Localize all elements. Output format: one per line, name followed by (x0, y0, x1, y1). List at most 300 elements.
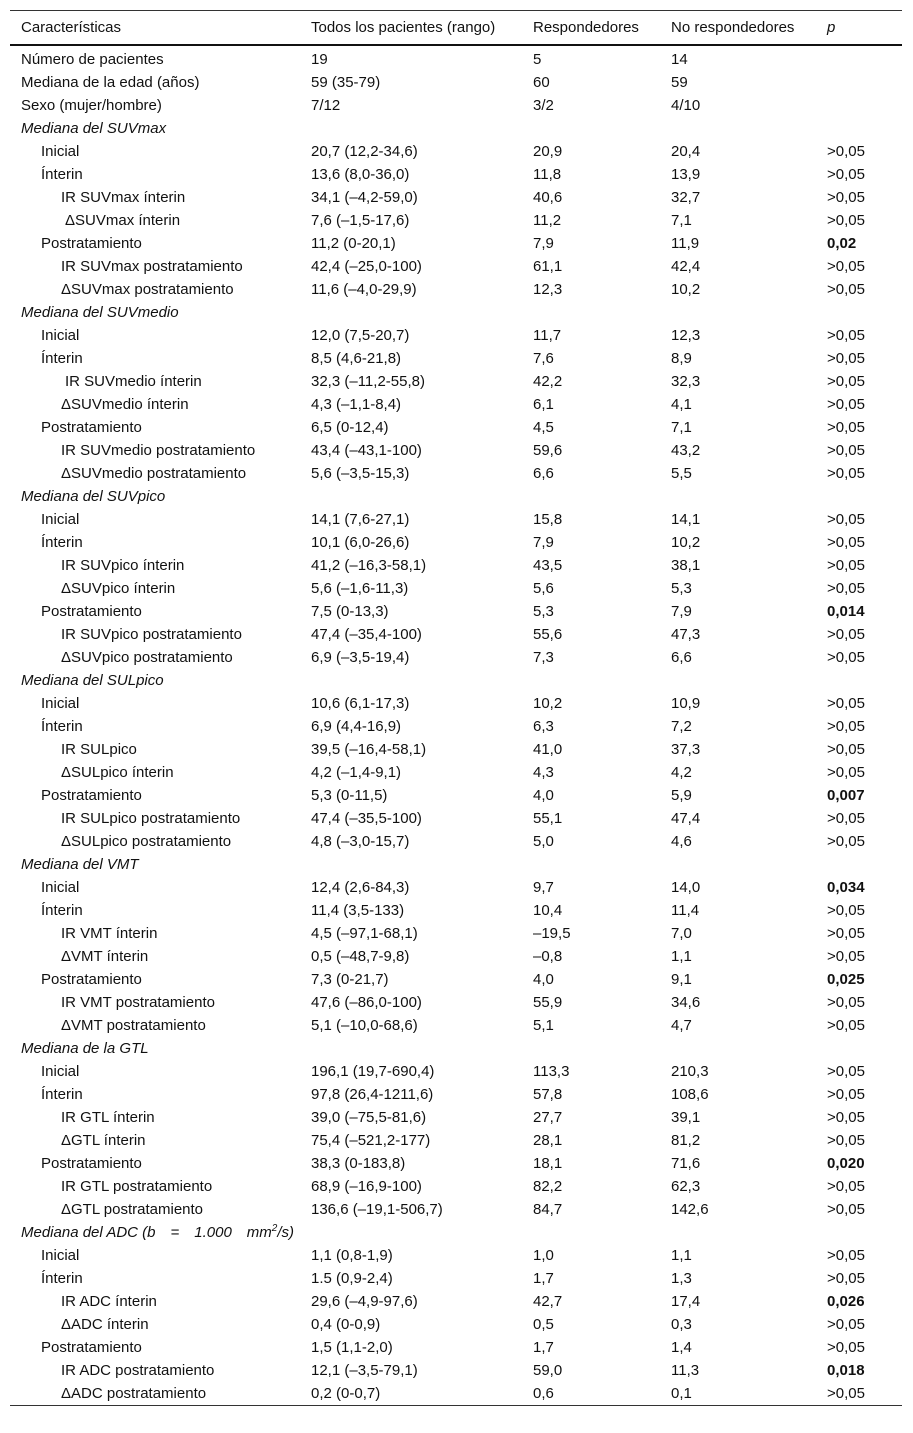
cell-all-patients: 14,1 (7,6-27,1) (311, 511, 410, 528)
cell-responders: –0,8 (533, 948, 563, 965)
cell-responders: 61,1 (533, 258, 563, 275)
table-row (10, 1359, 902, 1382)
cell-all-patients: 7,3 (0-21,7) (311, 971, 389, 988)
cell-characteristic: Postratamiento (41, 419, 142, 436)
cell-p-value: >0,05 (827, 833, 865, 850)
cell-p-value: >0,05 (827, 281, 865, 298)
cell-non-responders: 4/10 (671, 97, 701, 114)
table-row (10, 347, 902, 370)
header-non-responders: No respondedores (671, 19, 795, 36)
table-row (10, 94, 902, 117)
cell-responders: 55,6 (533, 626, 563, 643)
cell-responders: 15,8 (533, 511, 563, 528)
cell-characteristic: IR VMT ínterin (61, 925, 158, 942)
table-row (10, 945, 902, 968)
header-characteristics: Características (21, 19, 122, 36)
table-row (10, 1014, 902, 1037)
table-row (10, 784, 902, 807)
table-row (10, 1313, 902, 1336)
cell-non-responders: 42,4 (671, 258, 701, 275)
section-header-row (10, 669, 902, 692)
table-row (10, 416, 902, 439)
cell-characteristic: Ínterin (41, 166, 83, 183)
cell-responders: 43,5 (533, 557, 563, 574)
cell-characteristic: Postratamiento (41, 603, 142, 620)
cell-characteristic: Postratamiento (41, 1155, 142, 1172)
cell-characteristic: IR SUVmax ínterin (61, 189, 186, 206)
cell-all-patients: 12,4 (2,6-84,3) (311, 879, 410, 896)
table-row (10, 1129, 902, 1152)
cell-p-value: 0,026 (827, 1293, 865, 1310)
cell-non-responders: 11,3 (671, 1362, 700, 1379)
cell-all-patients: 42,4 (–25,0-100) (311, 258, 422, 275)
cell-p-value: 0,025 (827, 971, 865, 988)
table-row (10, 1083, 902, 1106)
table-row (10, 255, 902, 278)
table-row (10, 623, 902, 646)
cell-p-value: >0,05 (827, 695, 865, 712)
cell-all-patients: 12,1 (–3,5-79,1) (311, 1362, 418, 1379)
table-row (10, 278, 902, 301)
table-row (10, 738, 902, 761)
cell-non-responders: 34,6 (671, 994, 701, 1011)
cell-responders: 59,0 (533, 1362, 563, 1379)
cell-characteristic: ΔVMT ínterin (61, 948, 149, 965)
cell-characteristic: Inicial (41, 327, 80, 344)
cell-responders: 5,0 (533, 833, 554, 850)
header-row (10, 11, 902, 46)
cell-non-responders: 10,9 (671, 695, 701, 712)
section-title-text: Mediana del SUVmedio (21, 304, 179, 321)
cell-all-patients: 5,1 (–10,0-68,6) (311, 1017, 418, 1034)
cell-all-patients: 5,6 (–1,6-11,3) (311, 580, 409, 597)
cell-non-responders: 14,0 (671, 879, 701, 896)
superscript: 2 (271, 1223, 278, 1234)
cell-p-value: >0,05 (827, 327, 865, 344)
cell-characteristic: ΔSUVmedio ínterin (61, 396, 189, 413)
table-row (10, 692, 902, 715)
table-row (10, 554, 902, 577)
cell-non-responders: 5,9 (671, 787, 692, 804)
table-row (10, 163, 902, 186)
cell-p-value: >0,05 (827, 1270, 865, 1287)
cell-characteristic: IR SUVmedio postratamiento (61, 442, 256, 459)
cell-non-responders: 0,1 (671, 1385, 692, 1402)
cell-all-patients: 38,3 (0-183,8) (311, 1155, 406, 1172)
cell-responders: 4,0 (533, 971, 554, 988)
cell-characteristic: IR SUVpico ínterin (61, 557, 185, 574)
cell-responders: 42,2 (533, 373, 563, 390)
cell-all-patients: 19 (311, 51, 328, 68)
cell-p-value: >0,05 (827, 511, 865, 528)
cell-characteristic: Inicial (41, 1063, 80, 1080)
cell-all-patients: 5,3 (0-11,5) (311, 787, 388, 804)
cell-p-value: >0,05 (827, 1063, 865, 1080)
table-row (10, 1175, 902, 1198)
cell-responders: 3/2 (533, 97, 554, 114)
cell-all-patients: 75,4 (–521,2-177) (311, 1132, 431, 1149)
cell-all-patients: 4,2 (–1,4-9,1) (311, 764, 402, 781)
cell-all-patients: 1,5 (1,1-2,0) (311, 1339, 393, 1356)
cell-responders: 5,6 (533, 580, 554, 597)
section-header-row (10, 485, 902, 508)
cell-responders: 27,7 (533, 1109, 563, 1126)
cell-non-responders: 14 (671, 51, 688, 68)
cell-p-value (816, 94, 902, 117)
cell-all-patients: 0,4 (0-0,9) (311, 1316, 381, 1333)
table-row (10, 968, 902, 991)
section-title (10, 853, 902, 876)
table-row (10, 1244, 902, 1267)
cell-characteristic: ΔSULpico postratamiento (61, 833, 232, 850)
cell-p-value (816, 71, 902, 94)
cell-responders: 60 (533, 74, 550, 91)
results-table (10, 10, 902, 1406)
cell-responders: 28,1 (533, 1132, 563, 1149)
table-row (10, 462, 902, 485)
cell-non-responders: 7,9 (671, 603, 692, 620)
cell-non-responders: 47,3 (671, 626, 701, 643)
section-title (10, 669, 902, 692)
cell-characteristic: IR SUVmax postratamiento (61, 258, 243, 275)
table-row (10, 922, 902, 945)
cell-characteristic: ΔADC postratamiento (61, 1385, 207, 1402)
table-row (10, 439, 902, 462)
cell-p-value: >0,05 (827, 1178, 865, 1195)
cell-all-patients: 11,6 (–4,0-29,9) (311, 281, 417, 298)
cell-all-patients: 0,2 (0-0,7) (311, 1385, 381, 1402)
table-row (10, 45, 902, 71)
cell-non-responders: 37,3 (671, 741, 701, 758)
cell-non-responders: 5,5 (671, 465, 692, 482)
cell-characteristic: Inicial (41, 511, 80, 528)
cell-p-value: >0,05 (827, 419, 865, 436)
section-title-text: Mediana de la GTL (21, 1040, 149, 1057)
cell-characteristic: ΔSUVpico postratamiento (61, 649, 233, 666)
cell-all-patients: 43,4 (–43,1-100) (311, 442, 422, 459)
table-row (10, 1267, 902, 1290)
cell-characteristic: ΔSUVmax ínterin (65, 212, 181, 229)
cell-characteristic: Número de pacientes (21, 51, 164, 68)
cell-responders: 84,7 (533, 1201, 563, 1218)
cell-responders: 20,9 (533, 143, 563, 160)
cell-p-value: >0,05 (827, 994, 865, 1011)
cell-p-value: >0,05 (827, 1109, 865, 1126)
cell-p-value: >0,05 (827, 902, 865, 919)
header-all-patients: Todos los pacientes (rango) (311, 19, 496, 36)
cell-all-patients: 47,4 (–35,5-100) (311, 810, 422, 827)
cell-responders: 7,6 (533, 350, 554, 367)
cell-p-value: >0,05 (827, 212, 865, 229)
cell-characteristic: ΔGTL ínterin (61, 1132, 146, 1149)
cell-p-value: >0,05 (827, 1201, 865, 1218)
cell-all-patients: 1.5 (0,9-2,4) (311, 1270, 393, 1287)
cell-p-value: >0,05 (827, 442, 865, 459)
cell-characteristic: IR GTL ínterin (61, 1109, 155, 1126)
section-title-text: Mediana del SUVpico (21, 488, 166, 505)
cell-p-value: >0,05 (827, 557, 865, 574)
section-title (10, 1221, 902, 1244)
table-row (10, 370, 902, 393)
cell-characteristic: IR VMT postratamiento (61, 994, 215, 1011)
cell-non-responders: 38,1 (671, 557, 701, 574)
cell-characteristic: IR GTL postratamiento (61, 1178, 213, 1195)
table-row (10, 1152, 902, 1175)
cell-non-responders: 32,7 (671, 189, 701, 206)
cell-non-responders: 59 (671, 74, 688, 91)
table-row (10, 531, 902, 554)
section-title-text: Mediana del SULpico (21, 672, 164, 689)
cell-p-value: >0,05 (827, 1339, 865, 1356)
cell-p-value: >0,05 (827, 258, 865, 275)
cell-non-responders: 210,3 (671, 1063, 709, 1080)
cell-non-responders: 4,7 (671, 1017, 692, 1034)
cell-all-patients: 7,6 (–1,5-17,6) (311, 212, 410, 229)
cell-non-responders: 7,1 (671, 419, 692, 436)
cell-p-value: >0,05 (827, 373, 865, 390)
cell-all-patients: 11,2 (0-20,1) (311, 235, 396, 252)
cell-non-responders: 1,1 (671, 1247, 692, 1264)
cell-non-responders: 71,6 (671, 1155, 701, 1172)
section-header-row (10, 1221, 902, 1244)
table-row (10, 1106, 902, 1129)
table-row (10, 71, 902, 94)
table-row (10, 508, 902, 531)
cell-responders: 0,5 (533, 1316, 554, 1333)
cell-p-value: >0,05 (827, 580, 865, 597)
table-row (10, 646, 902, 669)
results-table-container (10, 10, 902, 1406)
table-body (10, 45, 902, 1406)
cell-p-value (816, 45, 902, 71)
cell-all-patients: 0,5 (–48,7-9,8) (311, 948, 410, 965)
cell-all-patients: 4,5 (–97,1-68,1) (311, 925, 418, 942)
cell-p-value: >0,05 (827, 925, 865, 942)
cell-p-value: >0,05 (827, 1086, 865, 1103)
cell-characteristic: IR SULpico (61, 741, 137, 758)
cell-p-value: >0,05 (827, 810, 865, 827)
cell-characteristic: Inicial (41, 143, 80, 160)
cell-non-responders: 1,3 (671, 1270, 692, 1287)
cell-non-responders: 62,3 (671, 1178, 701, 1195)
section-header-row (10, 301, 902, 324)
cell-characteristic: Postratamiento (41, 787, 142, 804)
cell-characteristic: IR SULpico postratamiento (61, 810, 241, 827)
cell-all-patients: 41,2 (–16,3-58,1) (311, 557, 427, 574)
cell-all-patients: 39,5 (–16,4-58,1) (311, 741, 427, 758)
cell-non-responders: 13,9 (671, 166, 701, 183)
cell-all-patients: 59 (35-79) (311, 74, 381, 91)
cell-non-responders: 9,1 (671, 971, 692, 988)
cell-all-patients: 8,5 (4,6-21,8) (311, 350, 402, 367)
cell-non-responders: 7,1 (671, 212, 692, 229)
cell-characteristic: ΔSUVmedio postratamiento (61, 465, 247, 482)
cell-responders: 10,4 (533, 902, 563, 919)
cell-non-responders: 1,4 (671, 1339, 692, 1356)
table-row (10, 830, 902, 853)
cell-responders: 57,8 (533, 1086, 563, 1103)
cell-p-value: >0,05 (827, 534, 865, 551)
header-p-value: p (827, 19, 836, 36)
cell-characteristic: Inicial (41, 695, 80, 712)
cell-non-responders: 142,6 (671, 1201, 709, 1218)
cell-characteristic: Ínterin (41, 902, 83, 919)
cell-all-patients: 47,6 (–86,0-100) (311, 994, 422, 1011)
section-title (10, 485, 902, 508)
cell-responders: 1,0 (533, 1247, 554, 1264)
cell-p-value: 0,014 (827, 603, 865, 620)
cell-responders: 1,7 (533, 1270, 554, 1287)
cell-responders: 10,2 (533, 695, 563, 712)
cell-responders: 6,3 (533, 718, 554, 735)
cell-non-responders: 11,4 (671, 902, 700, 919)
cell-non-responders: 20,4 (671, 143, 701, 160)
cell-all-patients: 5,6 (–3,5-15,3) (311, 465, 410, 482)
cell-characteristic: Inicial (41, 879, 80, 896)
cell-all-patients: 12,0 (7,5-20,7) (311, 327, 410, 344)
cell-p-value: >0,05 (827, 1017, 865, 1034)
cell-characteristic: Postratamiento (41, 1339, 142, 1356)
table-row (10, 991, 902, 1014)
cell-non-responders: 32,3 (671, 373, 701, 390)
cell-non-responders: 4,1 (671, 396, 692, 413)
cell-all-patients: 11,4 (3,5-133) (311, 902, 405, 919)
cell-all-patients: 1,1 (0,8-1,9) (311, 1247, 393, 1264)
cell-responders: 41,0 (533, 741, 563, 758)
cell-non-responders: 7,0 (671, 925, 692, 942)
section-header-row (10, 853, 902, 876)
cell-all-patients: 13,6 (8,0-36,0) (311, 166, 410, 183)
section-title-text: Mediana del SUVmax (21, 120, 167, 137)
cell-all-patients: 68,9 (–16,9-100) (311, 1178, 422, 1195)
cell-responders: 11,7 (533, 327, 562, 344)
table-row (10, 186, 902, 209)
table-row (10, 577, 902, 600)
cell-all-patients: 136,6 (–19,1-506,7) (311, 1201, 443, 1218)
cell-p-value: 0,007 (827, 787, 865, 804)
cell-responders: 7,9 (533, 534, 554, 551)
table-row (10, 393, 902, 416)
table-row (10, 1198, 902, 1221)
cell-characteristic: Postratamiento (41, 235, 142, 252)
cell-p-value: 0,02 (827, 235, 857, 252)
cell-characteristic: Ínterin (41, 1270, 83, 1287)
cell-p-value: >0,05 (827, 1385, 865, 1402)
cell-responders: 7,9 (533, 235, 554, 252)
cell-non-responders: 8,9 (671, 350, 692, 367)
cell-responders: 5,3 (533, 603, 554, 620)
cell-all-patients: 10,1 (6,0-26,6) (311, 534, 410, 551)
cell-p-value: >0,05 (827, 764, 865, 781)
table-row (10, 761, 902, 784)
cell-responders: 4,5 (533, 419, 554, 436)
section-header-row (10, 117, 902, 140)
cell-characteristic: Ínterin (41, 718, 83, 735)
cell-responders: 42,7 (533, 1293, 563, 1310)
cell-p-value: >0,05 (827, 143, 865, 160)
cell-characteristic: Ínterin (41, 534, 83, 551)
table-row (10, 807, 902, 830)
cell-responders: –19,5 (533, 925, 571, 942)
cell-characteristic: Mediana de la edad (años) (21, 74, 200, 91)
cell-characteristic: IR ADC ínterin (61, 1293, 157, 1310)
cell-all-patients: 6,9 (–3,5-19,4) (311, 649, 410, 666)
cell-responders: 5 (533, 51, 542, 68)
table-row (10, 1060, 902, 1083)
section-title-text: Mediana del ADC (b = 1.000 mm (21, 1224, 272, 1241)
cell-all-patients: 4,3 (–1,1-8,4) (311, 396, 402, 413)
cell-characteristic: ΔVMT postratamiento (61, 1017, 206, 1034)
cell-non-responders: 10,2 (671, 534, 701, 551)
cell-all-patients: 10,6 (6,1-17,3) (311, 695, 410, 712)
table-row (10, 1336, 902, 1359)
cell-p-value: >0,05 (827, 1132, 865, 1149)
cell-characteristic: ΔADC ínterin (61, 1316, 149, 1333)
cell-responders: 59,6 (533, 442, 563, 459)
cell-characteristic: Inicial (41, 1247, 80, 1264)
cell-all-patients: 6,5 (0-12,4) (311, 419, 389, 436)
cell-non-responders: 81,2 (671, 1132, 701, 1149)
cell-non-responders: 6,6 (671, 649, 692, 666)
cell-p-value: >0,05 (827, 948, 865, 965)
cell-non-responders: 7,2 (671, 718, 692, 735)
cell-responders: 4,3 (533, 764, 554, 781)
cell-all-patients: 47,4 (–35,4-100) (311, 626, 422, 643)
cell-non-responders: 10,2 (671, 281, 701, 298)
cell-all-patients: 20,7 (12,2-34,6) (311, 143, 418, 160)
cell-p-value: >0,05 (827, 1316, 865, 1333)
cell-responders: 55,9 (533, 994, 563, 1011)
cell-non-responders: 43,2 (671, 442, 701, 459)
cell-all-patients: 97,8 (26,4-1211,6) (311, 1086, 434, 1103)
cell-characteristic: Postratamiento (41, 971, 142, 988)
cell-p-value: >0,05 (827, 741, 865, 758)
cell-p-value: >0,05 (827, 1247, 865, 1264)
cell-all-patients: 196,1 (19,7-690,4) (311, 1063, 435, 1080)
cell-responders: 5,1 (533, 1017, 554, 1034)
cell-responders: 11,2 (533, 212, 562, 229)
cell-responders: 6,1 (533, 396, 554, 413)
cell-characteristic: Ínterin (41, 350, 83, 367)
cell-all-patients: 29,6 (–4,9-97,6) (311, 1293, 418, 1310)
cell-all-patients: 7,5 (0-13,3) (311, 603, 389, 620)
cell-non-responders: 14,1 (671, 511, 701, 528)
table-row (10, 899, 902, 922)
cell-characteristic: Ínterin (41, 1086, 83, 1103)
section-title (10, 117, 902, 140)
cell-all-patients: 34,1 (–4,2-59,0) (311, 189, 418, 206)
cell-responders: 11,8 (533, 166, 562, 183)
cell-non-responders: 0,3 (671, 1316, 692, 1333)
cell-p-value: >0,05 (827, 649, 865, 666)
cell-responders: 6,6 (533, 465, 554, 482)
cell-all-patients: 6,9 (4,4-16,9) (311, 718, 402, 735)
section-title-text: Mediana del VMT (21, 856, 139, 873)
table-row (10, 876, 902, 899)
header-responders: Respondedores (533, 19, 639, 36)
cell-non-responders: 47,4 (671, 810, 701, 827)
cell-responders: 18,1 (533, 1155, 563, 1172)
cell-p-value: >0,05 (827, 396, 865, 413)
cell-responders: 40,6 (533, 189, 563, 206)
cell-responders: 9,7 (533, 879, 554, 896)
cell-p-value: >0,05 (827, 626, 865, 643)
section-title (10, 301, 902, 324)
cell-characteristic: IR SUVpico postratamiento (61, 626, 242, 643)
table-row (10, 140, 902, 163)
table-row (10, 232, 902, 255)
cell-all-patients: 7/12 (311, 97, 341, 114)
